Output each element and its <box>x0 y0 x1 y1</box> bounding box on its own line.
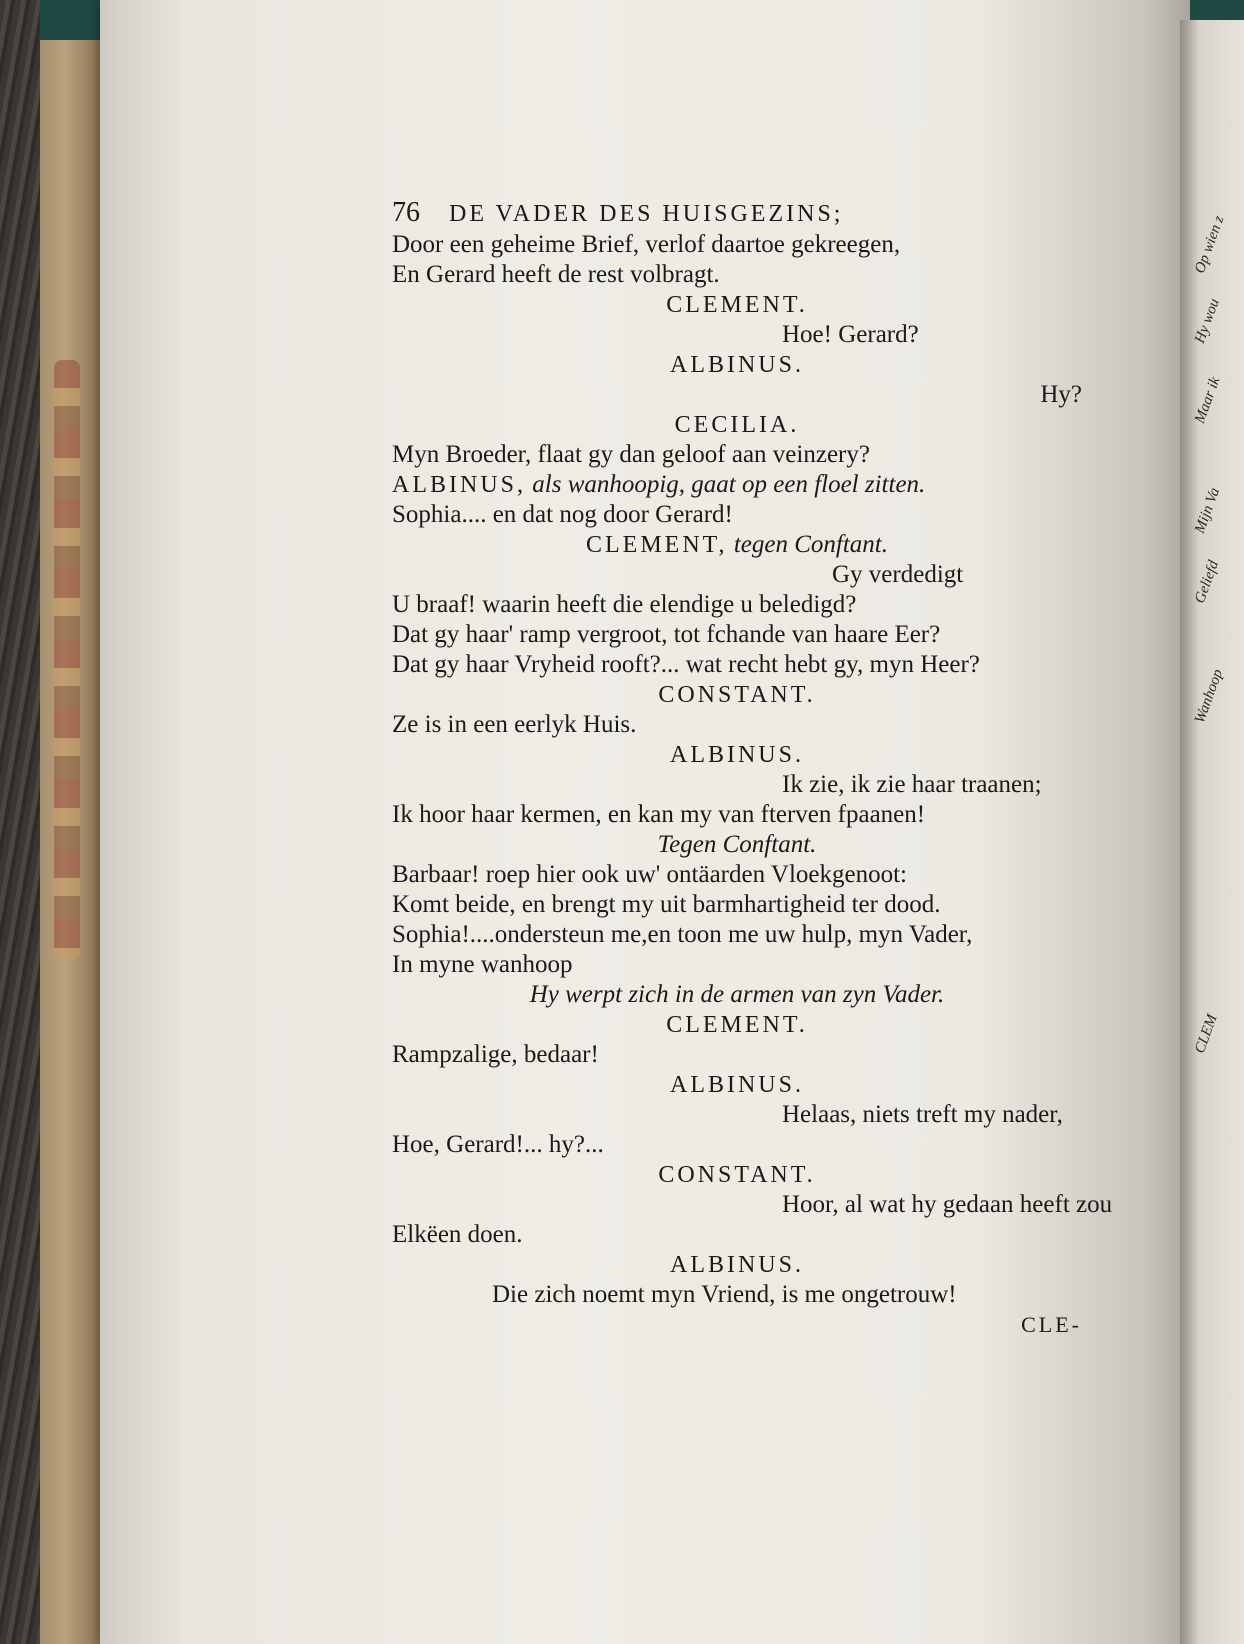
facing-page-fragment: Op wien z <box>1192 213 1228 276</box>
running-header <box>392 198 1082 228</box>
speaker-name: CLEMENT. <box>666 1012 808 1038</box>
verse-line: Ik hoor haar kermen, en kan my van fterven fpaanen! <box>392 801 926 828</box>
facing-page-fragment: Wanhoop <box>1192 667 1227 726</box>
running-title: DE VADER DES HUISGEZINS; <box>449 201 844 227</box>
verse-line: In myne wanhoop <box>392 951 573 978</box>
verse-line: Ze is in een eerlyk Huis. <box>392 711 637 738</box>
catchword: CLE- <box>1021 1312 1082 1337</box>
speaker-name: ALBINUS, <box>392 472 527 498</box>
stage-direction: tegen Conftant. <box>727 531 888 558</box>
speaker-name: CONSTANT. <box>658 1162 816 1188</box>
verse-line: Dat gy haar' ramp vergroot, tot fchande van haare Eer? <box>392 621 941 648</box>
stage-direction: Hy werpt zich in de armen van zyn Vader. <box>529 981 945 1008</box>
facing-page-fragment: Mijn Va <box>1192 485 1224 536</box>
stage-direction: Tegen Conftant. <box>657 831 817 858</box>
facing-page-fragment: Geliefd <box>1192 558 1223 606</box>
verse-line: Dat gy haar Vryheid rooft?... wat recht hebt gy, myn Heer? <box>392 651 980 678</box>
verse-line: Ik zie, ik zie haar traanen; <box>782 771 1042 798</box>
verse-line: Hoe, Gerard!... hy?... <box>392 1131 604 1158</box>
speaker-name: CONSTANT. <box>658 682 816 708</box>
verse-line: En Gerard heeft de rest volbragt. <box>392 261 720 288</box>
verse-line: Myn Broeder, flaat gy dan geloof aan veinzery? <box>392 441 870 468</box>
stage-direction <box>392 470 1082 500</box>
verse-line: Barbaar! roep hier ook uw' ontäarden Vloekgenoot: <box>392 861 907 888</box>
speaker-name: CECILIA. <box>674 412 800 438</box>
verse-line: Sophia!....ondersteun me,en toon me uw hulp, myn Vader, <box>392 921 973 948</box>
play-text-lines <box>392 230 1113 1310</box>
marbled-page-edge <box>40 40 100 1644</box>
verse-line: Hoe! Gerard? <box>782 321 919 348</box>
speaker-name <box>392 530 1082 560</box>
verse-line: Elkëen doen. <box>392 1221 523 1248</box>
speaker-name: ALBINUS. <box>669 352 804 378</box>
verse-line: Hoor, al wat hy gedaan heeft zou <box>782 1191 1113 1218</box>
verse-line: Door een geheime Brief, verlof daartoe gekreegen, <box>392 231 901 258</box>
page-text <box>392 197 1113 1340</box>
page-number: 76 <box>392 197 420 228</box>
verse-line: Die zich noemt myn Vriend, is me ongetrouw! <box>492 1281 957 1308</box>
speaker-name: ALBINUS. <box>669 1072 804 1098</box>
verse-line: Hy? <box>1040 381 1082 408</box>
verse-line: Helaas, niets treft my nader, <box>782 1101 1063 1128</box>
facing-page-fragment: Hy wou <box>1192 296 1223 346</box>
facing-page-fragment: CLEM <box>1192 1012 1221 1056</box>
facing-page-fragment: Maar ik <box>1192 374 1224 426</box>
speaker-name: ALBINUS. <box>669 1252 804 1278</box>
speaker-name: CLEMENT. <box>666 292 808 318</box>
verse-line: Gy verdedigt <box>832 561 964 588</box>
verse-line: Komt beide, en brengt my uit barmhartigheid ter dood. <box>392 891 941 918</box>
verse-line: Rampzalige, bedaar! <box>392 1041 599 1068</box>
speaker-name: CLEMENT, <box>586 532 728 558</box>
verse-line: U braaf! waarin heeft die elendige u beledigd? <box>392 591 857 618</box>
speaker-name: ALBINUS. <box>669 742 804 768</box>
stage-direction: als wanhoopig, gaat op een floel zitten. <box>526 471 926 498</box>
verse-line: Sophia.... en dat nog door Gerard! <box>392 501 733 528</box>
